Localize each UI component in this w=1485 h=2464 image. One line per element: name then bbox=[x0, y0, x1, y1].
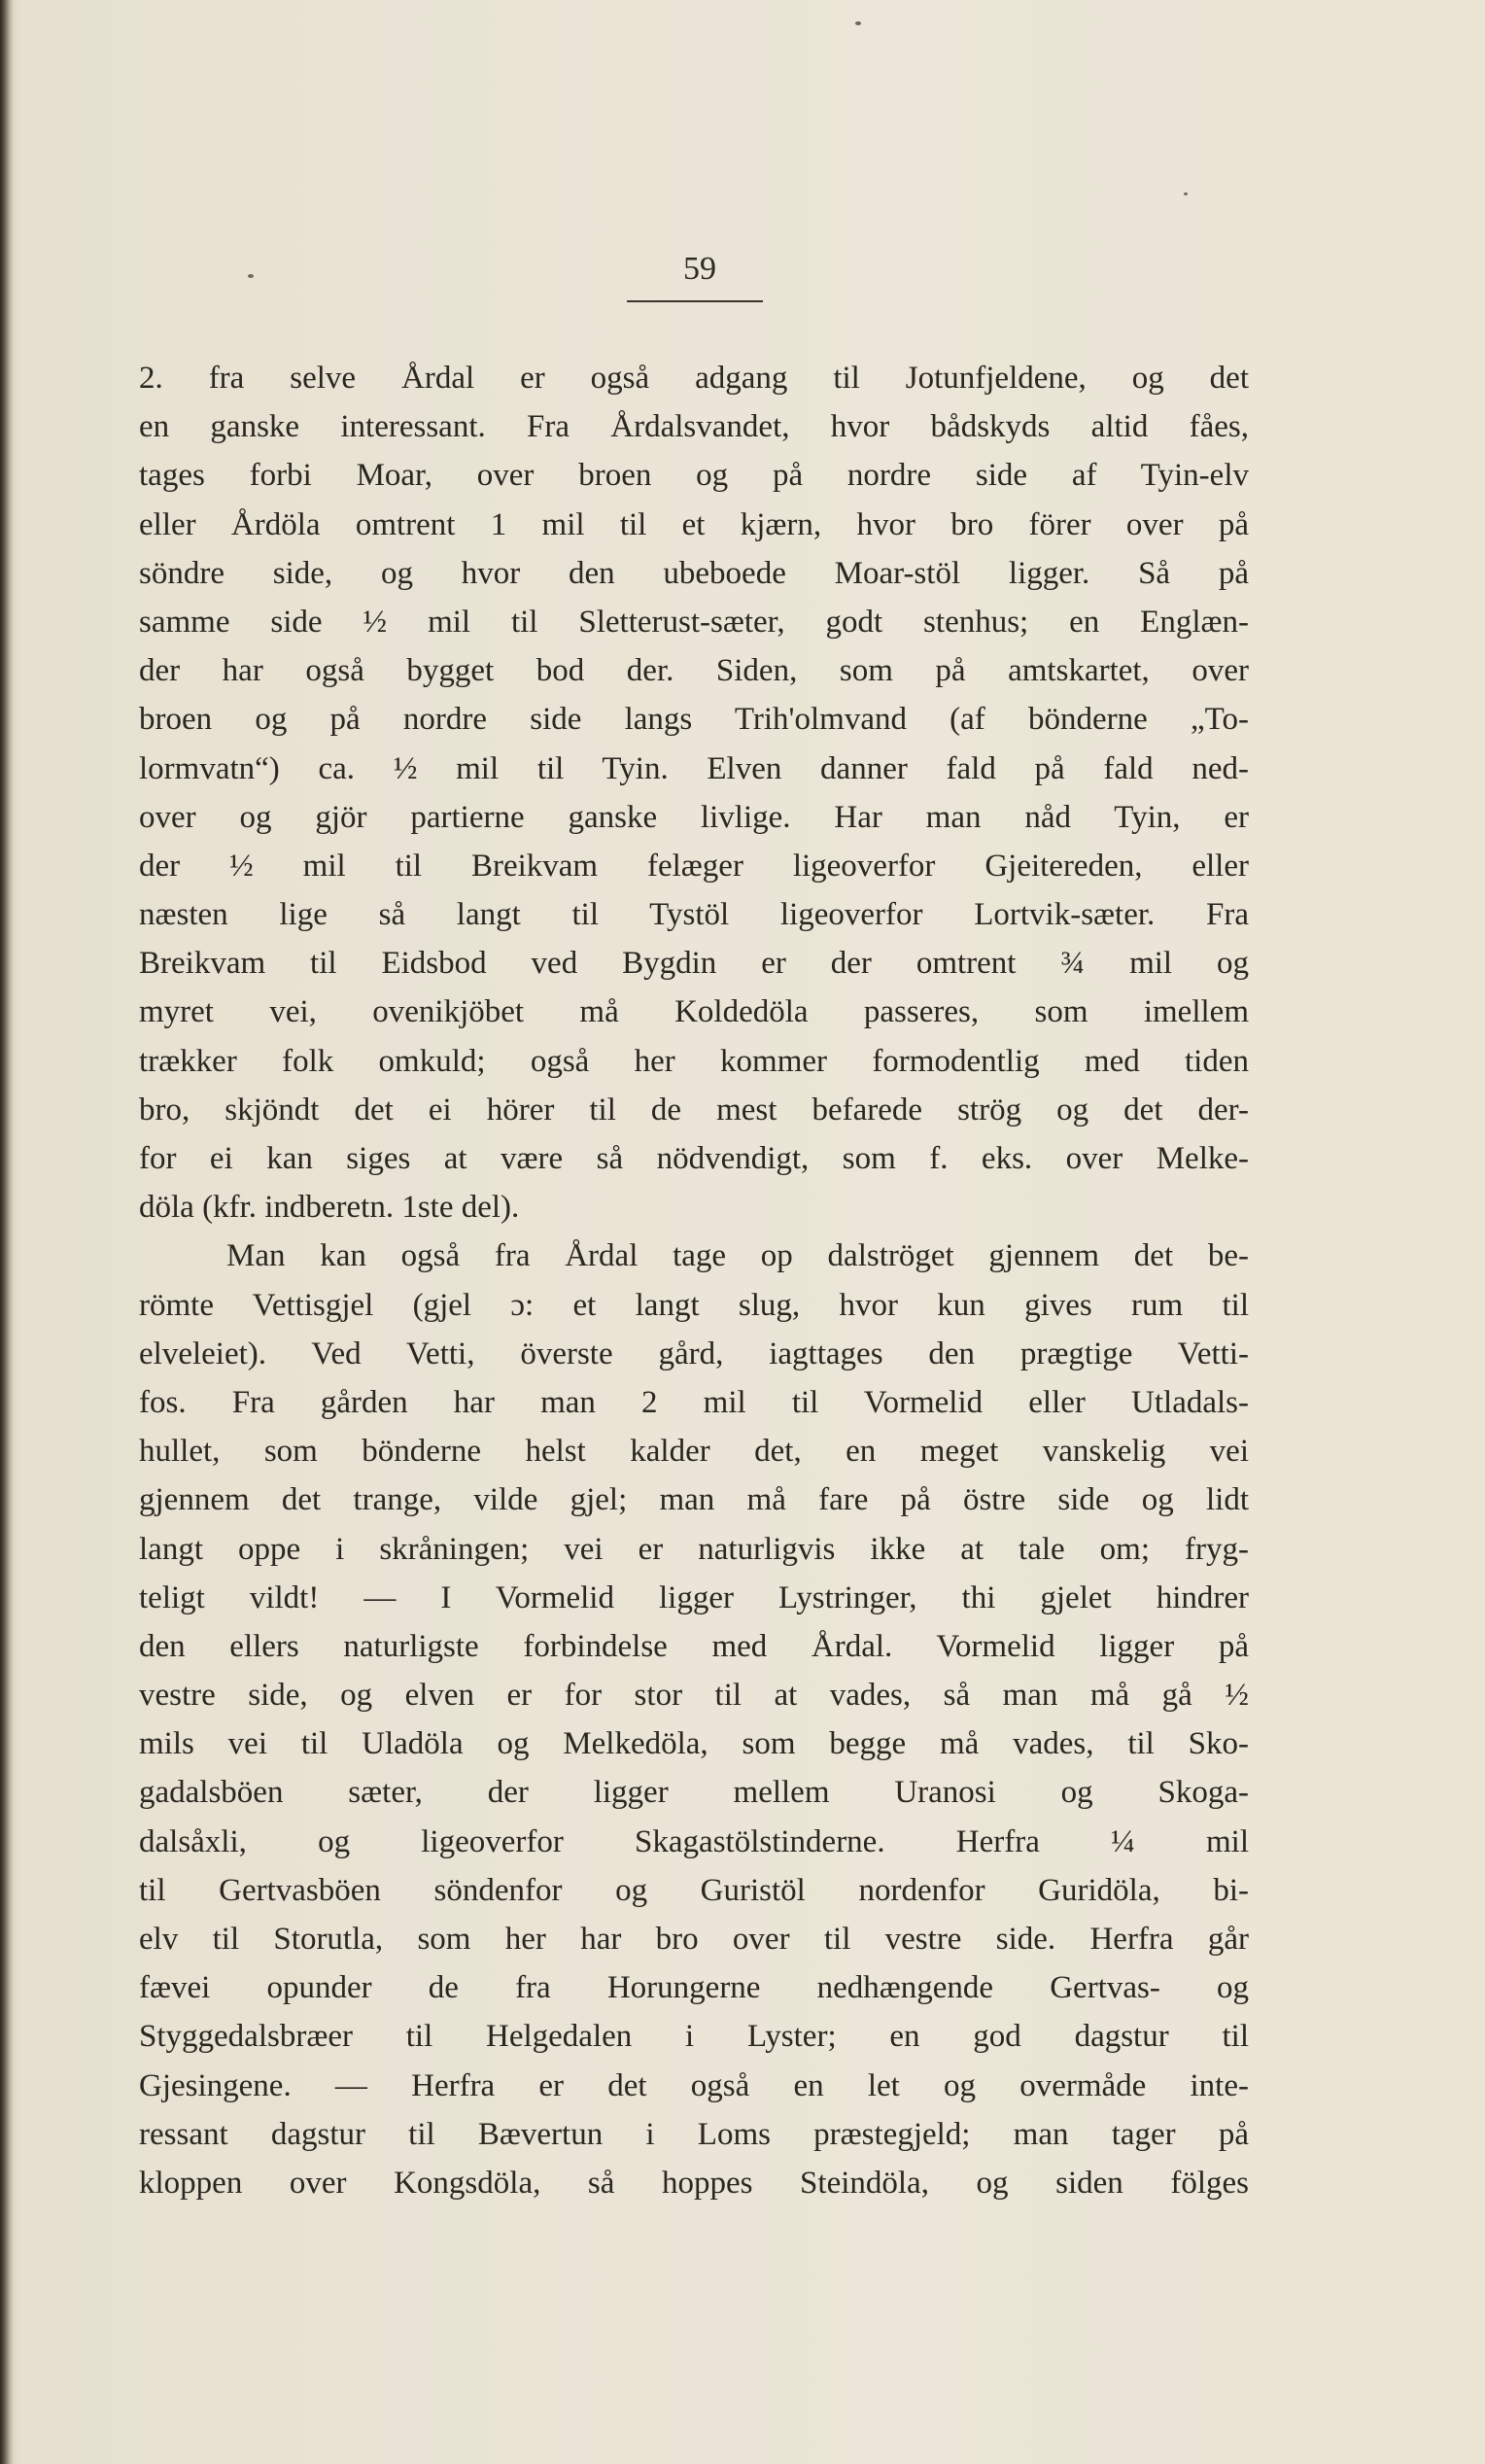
text-line: kloppen over Kongsdöla, så hoppes Steindöla, og siden fölges bbox=[139, 2165, 1249, 2201]
text-line: bro, skjöndt det ei hörer til de mest befarede strög og det der- bbox=[139, 1092, 1249, 1128]
text-line: lormvatn“) ca. ½ mil til Tyin. Elven danner fald på fald ned- bbox=[139, 750, 1249, 786]
text-line: ressant dagstur til Bævertun i Loms præstegjeld; man tager på bbox=[139, 2116, 1249, 2152]
text-line: gjennem det trange, vilde gjel; man må fare på östre side og lidt bbox=[139, 1482, 1249, 1518]
page-number: 59 bbox=[683, 251, 716, 287]
text-line: for ei kan siges at være så nödvendigt, som f. eks. over Melke- bbox=[139, 1141, 1249, 1176]
page-binding-edge bbox=[0, 0, 14, 2464]
text-line: samme side ½ mil til Sletterust-sæter, godt stenhus; en Englæn- bbox=[139, 604, 1249, 640]
text-line: Man kan også fra Årdal tage op dalströget gjennem det be- bbox=[226, 1238, 1249, 1274]
paper-speck bbox=[855, 21, 861, 25]
text-line: fos. Fra gården har man 2 mil til Vormelid eller Utladals- bbox=[139, 1384, 1249, 1420]
text-line: Styggedalsbræer til Helgedalen i Lyster; en god dagstur til bbox=[139, 2019, 1249, 2055]
text-line: broen og på nordre side langs Trih'olmvand (af bönderne „To- bbox=[139, 702, 1249, 738]
text-line: söndre side, og hvor den ubeboede Moar-stöl ligger. Så på bbox=[139, 555, 1249, 591]
text-line: en ganske interessant. Fra Årdalsvandet, hvor bådskyds altid fåes, bbox=[139, 409, 1249, 445]
text-line: Breikvam til Eidsbod ved Bygdin er der omtrent ¾ mil og bbox=[139, 946, 1249, 982]
text-line: elv til Storutla, som her har bro over til vestre side. Herfra går bbox=[139, 1922, 1249, 1957]
text-line: over og gjör partierne ganske livlige. Har man nåd Tyin, er bbox=[139, 799, 1249, 835]
text-line: Gjesingene. — Herfra er det også en let og overmåde inte- bbox=[139, 2067, 1249, 2103]
text-line: gadalsböen sæter, der ligger mellem Uranosi og Skoga- bbox=[139, 1775, 1249, 1811]
paper-speck bbox=[1184, 192, 1188, 195]
text-line: langt oppe i skråningen; vei er naturligvis ikke at tale om; fryg- bbox=[139, 1531, 1249, 1567]
text-line: tages forbi Moar, over broen og på nordre side af Tyin-elv bbox=[139, 458, 1249, 494]
text-line: vestre side, og elven er for stor til at vades, så man må gå ½ bbox=[139, 1678, 1249, 1714]
body-text bbox=[139, 354, 1249, 2207]
text-line: fævei opunder de fra Horungerne nedhængende Gertvas- og bbox=[139, 1970, 1249, 2006]
text-line: dalsåxli, og ligeoverfor Skagastölstinderne. Herfra ¼ mil bbox=[139, 1823, 1249, 1859]
text-line: den ellers naturligste forbindelse med Årdal. Vormelid ligger på bbox=[139, 1628, 1249, 1664]
text-line: næsten lige så langt til Tystöl ligeoverfor Lortvik-sæter. Fra bbox=[139, 897, 1249, 933]
text-line: til Gertvasböen söndenfor og Guristöl nordenfor Guridöla, bi- bbox=[139, 1872, 1249, 1908]
text-line: der ½ mil til Breikvam felæger ligeoverfor Gjeitereden, eller bbox=[139, 848, 1249, 884]
text-line: trækker folk omkuld; også her kommer formodentlig med tiden bbox=[139, 1043, 1249, 1079]
text-line: elveleiet). Ved Vetti, överste gård, iagttages den prægtige Vetti- bbox=[139, 1336, 1249, 1371]
text-line: römte Vettisgjel (gjel ɔ: et langt slug, hvor kun gives rum til bbox=[139, 1287, 1249, 1323]
text-line: eller Årdöla omtrent 1 mil til et kjærn, hvor bro förer over på bbox=[139, 506, 1249, 542]
paper-speck bbox=[248, 274, 254, 278]
text-line: 2. fra selve Årdal er også adgang til Jotunfjeldene, og det bbox=[139, 361, 1249, 396]
page-number-rule bbox=[627, 300, 763, 302]
text-line: myret vei, ovenikjöbet må Koldedöla passeres, som imellem bbox=[139, 994, 1249, 1030]
text-line: der har også bygget bod der. Siden, som på amtskartet, over bbox=[139, 653, 1249, 689]
text-line: mils vei til Uladöla og Melkedöla, som begge må vades, til Sko- bbox=[139, 1726, 1249, 1762]
text-line: döla (kfr. indberetn. 1ste del). bbox=[139, 1190, 520, 1226]
text-line: hullet, som bönderne helst kalder det, en meget vanskelig vei bbox=[139, 1434, 1249, 1470]
text-line: teligt vildt! — I Vormelid ligger Lystringer, thi gjelet hindrer bbox=[139, 1579, 1249, 1615]
